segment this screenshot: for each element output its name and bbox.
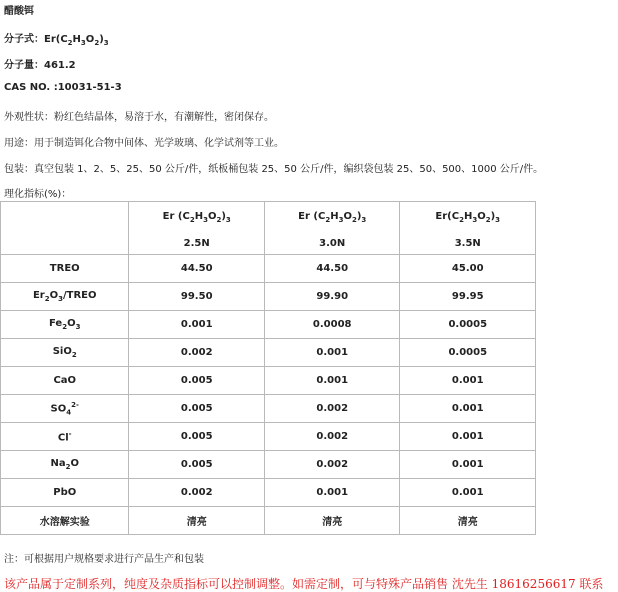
- table-cell: 0.005: [129, 395, 265, 423]
- table-cell: 0.001: [400, 479, 536, 507]
- table-cell: 0.002: [129, 339, 265, 367]
- table-row: [1, 367, 536, 395]
- spec-title: 理化指标(%)：: [4, 189, 72, 200]
- product-title: 醋酸铒: [4, 6, 34, 17]
- table-cell: 44.50: [264, 255, 400, 283]
- table-row: [1, 255, 536, 283]
- table-cell: 0.001: [400, 451, 536, 479]
- table-cell: 0.001: [400, 423, 536, 451]
- row-label: Cl-: [1, 423, 129, 451]
- table-cell: 清亮: [400, 507, 536, 535]
- table-cell: 0.0008: [264, 311, 400, 339]
- header-grade-3: $Er(C_2H_3O_2)_3$ 3.5N: [400, 202, 536, 255]
- table-cell: 0.0005: [400, 339, 536, 367]
- row-label: PbO: [1, 479, 129, 507]
- cas-number: CAS NO. :10031-51-3: [4, 82, 122, 93]
- table-cell: 99.95: [400, 283, 536, 311]
- molecular-weight: 分子量：461.2: [4, 60, 76, 71]
- table-cell: 45.00: [400, 255, 536, 283]
- header-grade-1: Er $(C_2H_3O_2)_3$ 2.5N: [129, 202, 265, 255]
- promo-text: 该产品属于定制系列，纯度及杂质指标可以控制调整。如需定制，可与特殊产品销售 沈先生 18616256617 联系: [4, 577, 604, 591]
- table-cell: 0.002: [264, 423, 400, 451]
- table-cell: 0.001: [264, 339, 400, 367]
- row-label: $Fe_2O_3$: [1, 311, 129, 339]
- molecular-formula: 分子式：$Er(C_2H_3O_2)_3$: [4, 34, 109, 47]
- table-cell: 0.002: [129, 479, 265, 507]
- row-label: $SO_4^{2-}$: [1, 395, 129, 423]
- row-label: CaO: [1, 367, 129, 395]
- table-cell: 清亮: [264, 507, 400, 535]
- usage-text: 用途：用于制造铒化合物中间体、光学玻璃、化学试剂等工业。: [4, 138, 284, 149]
- table-cell: 99.50: [129, 283, 265, 311]
- header-grade-2: Er $(C_2H_3O_2)_3$ 3.0N: [264, 202, 400, 255]
- table-cell: 0.001: [129, 311, 265, 339]
- table-cell: 44.50: [129, 255, 265, 283]
- header-empty-cell: [1, 202, 129, 255]
- table-cell: 0.005: [129, 367, 265, 395]
- note-text: 注：可根据用户规格要求进行产品生产和包装: [4, 554, 204, 565]
- row-label: TREO: [1, 255, 129, 283]
- table-cell: 0.002: [264, 395, 400, 423]
- row-label: $Na_2O$: [1, 451, 129, 479]
- table-cell: 0.001: [400, 395, 536, 423]
- table-row: [1, 395, 536, 423]
- table-row: [1, 423, 536, 451]
- table-cell: 99.90: [264, 283, 400, 311]
- row-label: $Er_2O_3$/TREO: [1, 283, 129, 311]
- table-row: [1, 339, 536, 367]
- table-cell: 0.001: [400, 367, 536, 395]
- table-cell: 清亮: [129, 507, 265, 535]
- table-row: [1, 507, 536, 535]
- table-header-row: [1, 202, 536, 255]
- table-row: [1, 479, 536, 507]
- packing-text: 包装：真空包装 1、2、5、25、50 公斤/件，纸板桶包装 25、50 公斤/件，编织袋包装 25、50、500、1000 公斤/件。: [4, 164, 544, 175]
- row-label: 水溶解实验: [1, 507, 129, 535]
- table-row: [1, 283, 536, 311]
- table-cell: 0.005: [129, 451, 265, 479]
- table-cell: 0.0005: [400, 311, 536, 339]
- table-cell: 0.001: [264, 367, 400, 395]
- table-row: [1, 311, 536, 339]
- row-label: SiO$_2$: [1, 339, 129, 367]
- table-cell: 0.002: [264, 451, 400, 479]
- table-cell: 0.005: [129, 423, 265, 451]
- table-cell: 0.001: [264, 479, 400, 507]
- spec-table: [0, 201, 536, 535]
- appearance-text: 外观性状：粉红色结晶体，易溶于水，有潮解性，密闭保存。: [4, 112, 274, 123]
- table-row: [1, 451, 536, 479]
